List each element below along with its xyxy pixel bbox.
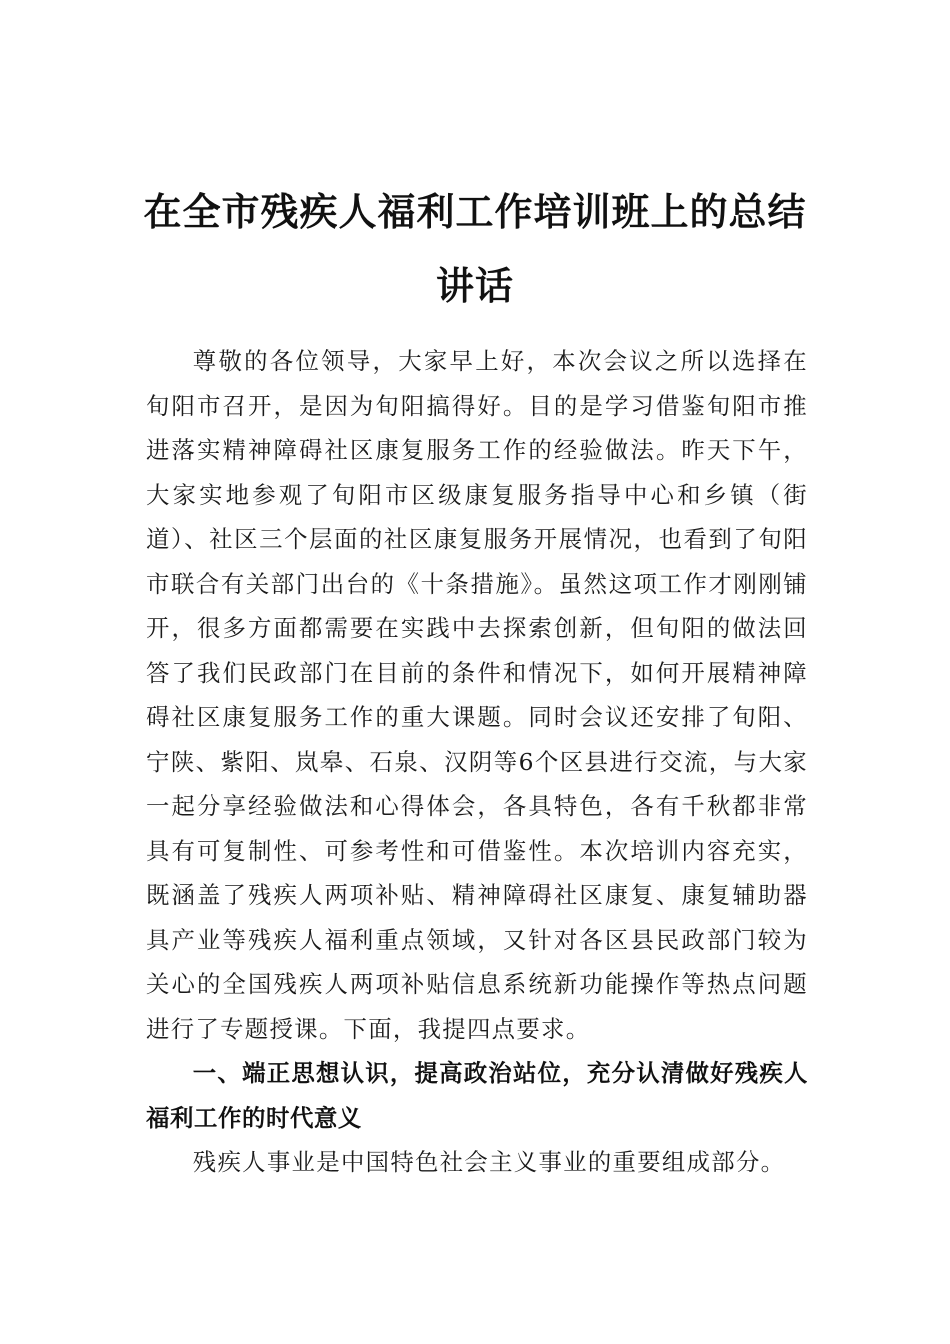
closing-paragraph: 残疾人事业是中国特色社会主义事业的重要组成部分。 [192, 1148, 786, 1176]
document-body [146, 339, 808, 1185]
document-title: 在全市残疾人福利工作培训班上的总结讲话 [143, 189, 807, 309]
section-heading: 一、端正思想认识，提高政治站位，充分认清做好残疾人福利工作的时代意义 [146, 1059, 808, 1132]
intro-paragraph: 尊敬的各位领导，大家早上好，本次会议之所以选择在旬阳市召开，是因为旬阳搞得好。目的是学习借鉴旬阳市推进落实精神障碍社区康复服务工作的经验做法。昨天下午，大家实地参观了旬阳市区级康复服务指导中心和乡镇（街道）、社区三个层面的社区康复服务开展情况，也看到了旬阳市联合有关部门出台的《十条措施》。虽然这项工作才刚刚铺开，很多方面都需要在实践中去探索创新，但旬阳的做法回答了我们民政部门在目前的条件和情况下，如何开展精神障碍社区康复服务工作的重大课题。同时会议还安排了旬阳、宁陕、紫阳、岚皋、石泉、汉阴等6个区县进行交流，与大家一起分享经验做法和心得体会，各具特色，各有千秋都非常具有可复制性、可参考性和可借鉴性。本次培训内容充实，既涵盖了残疾人两项补贴、精神障碍社区康复、康复辅助器具产业等残疾人福利重点领域，又针对各区县民政部门较为关心的全国残疾人两项补贴信息系统新功能操作等热点问题进行了专题授课。下面，我提四点要求。 [146, 347, 808, 1043]
